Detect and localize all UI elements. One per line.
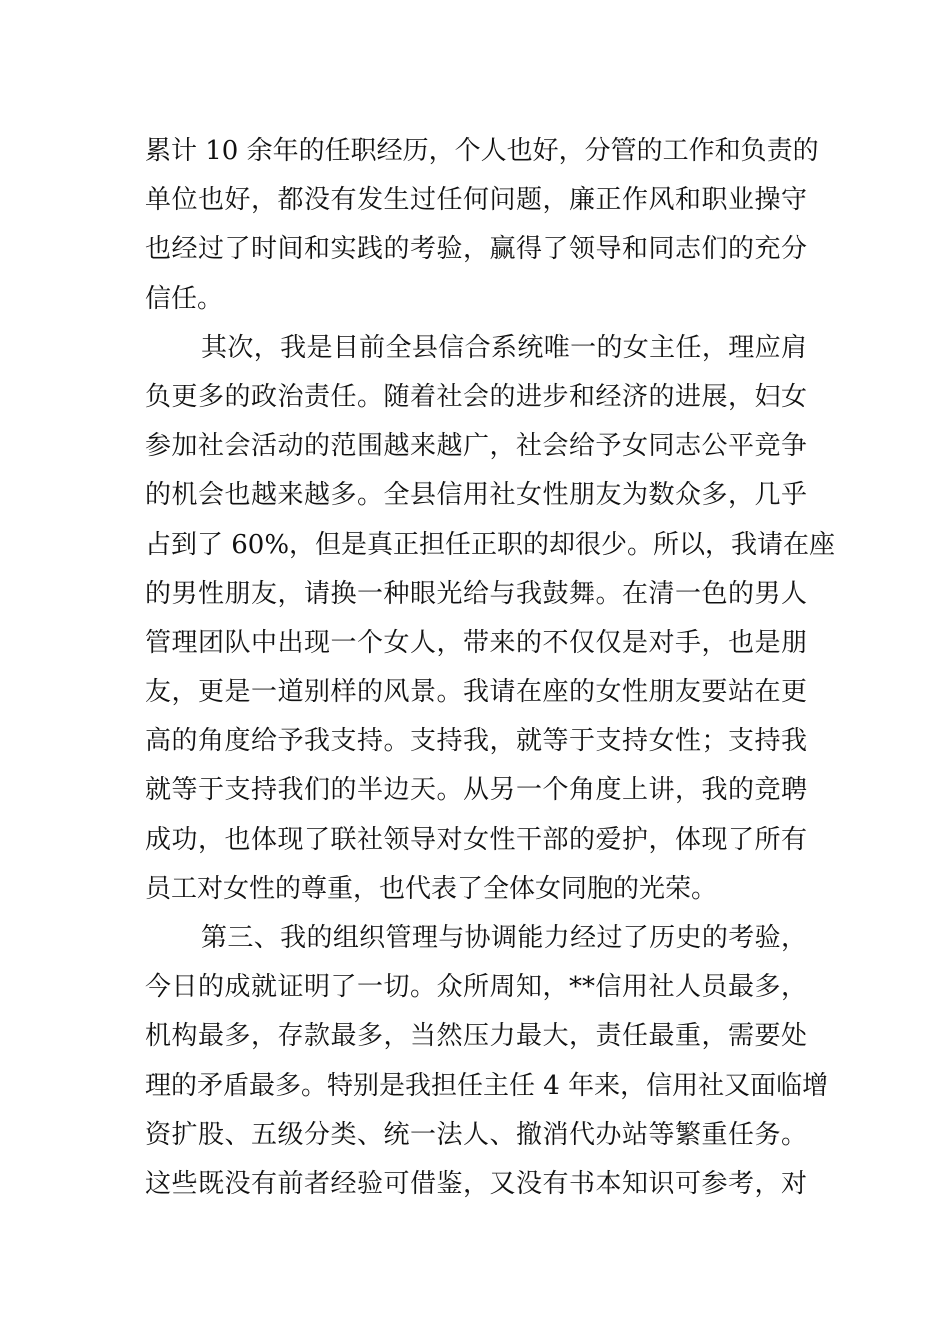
paragraph-2-line-7: 管理团队中出现一个女人，带来的不仅仅是对手，也是朋 [145,627,807,658]
paragraph-2-line-1: 其次，我是目前全县信合系统唯一的女主任，理应肩 [201,332,807,363]
paragraph-3-line-2: 今日的成就证明了一切。众所周知，**信用社人员最多， [145,972,807,1003]
paragraph-1-line-1: 累计 10 余年的任职经历，个人也好，分管的工作和负责的 [145,136,819,166]
paragraph-2-line-12: 员工对女性的尊重，也代表了全体女同胞的光荣。 [145,873,718,904]
paragraph-2-line-5: 占到了 60%，但是真正担任正职的却很少。所以，我请在座 [145,529,836,560]
paragraph-2-line-3: 参加社会活动的范围越来越广，社会给予女同志公平竞争 [145,431,807,462]
paragraph-2-line-8: 友，更是一道别样的风景。我请在座的女性朋友要站在更 [145,677,807,708]
paragraph-3-line-6: 这些既没有前者经验可借鉴，又没有书本知识可参考，对 [145,1168,807,1199]
paragraph-1-line-4: 信任。 [145,283,224,314]
paragraph-3-line-4: 理的矛盾最多。特别是我担任主任 4 年来，信用社又面临增 [145,1070,829,1101]
paragraph-2-line-2: 负更多的政治责任。随着社会的进步和经济的进展，妇女 [145,381,807,412]
paragraph-2-line-9: 高的角度给予我支持。支持我，就等于支持女性；支持我 [145,726,807,757]
paragraph-3-line-1: 第三、我的组织管理与协调能力经过了历史的考验， [201,923,807,953]
paragraph-2-line-6: 的男性朋友，请换一种眼光给与我鼓舞。在清一色的男人 [145,578,807,609]
paragraph-2-line-10: 就等于支持我们的半边天。从另一个角度上讲，我的竞聘 [145,775,807,806]
paragraph-3-line-5: 资扩股、五级分类、统一法人、撤消代办站等繁重任务。 [145,1119,807,1150]
paragraph-3-line-3: 机构最多，存款最多，当然压力最大，责任最重，需要处 [145,1021,807,1052]
paragraph-1-line-2: 单位也好，都没有发生过任何问题，廉正作风和职业操守 [145,185,807,216]
paragraph-2-line-4: 的机会也越来越多。全县信用社女性朋友为数众多，几乎 [145,480,807,511]
document-body [145,127,836,1209]
paragraph-2-line-11: 成功，也体现了联社领导对女性干部的爱护，体现了所有 [145,824,807,855]
paragraph-1-line-3: 也经过了时间和实践的考验，赢得了领导和同志们的充分 [145,234,807,265]
